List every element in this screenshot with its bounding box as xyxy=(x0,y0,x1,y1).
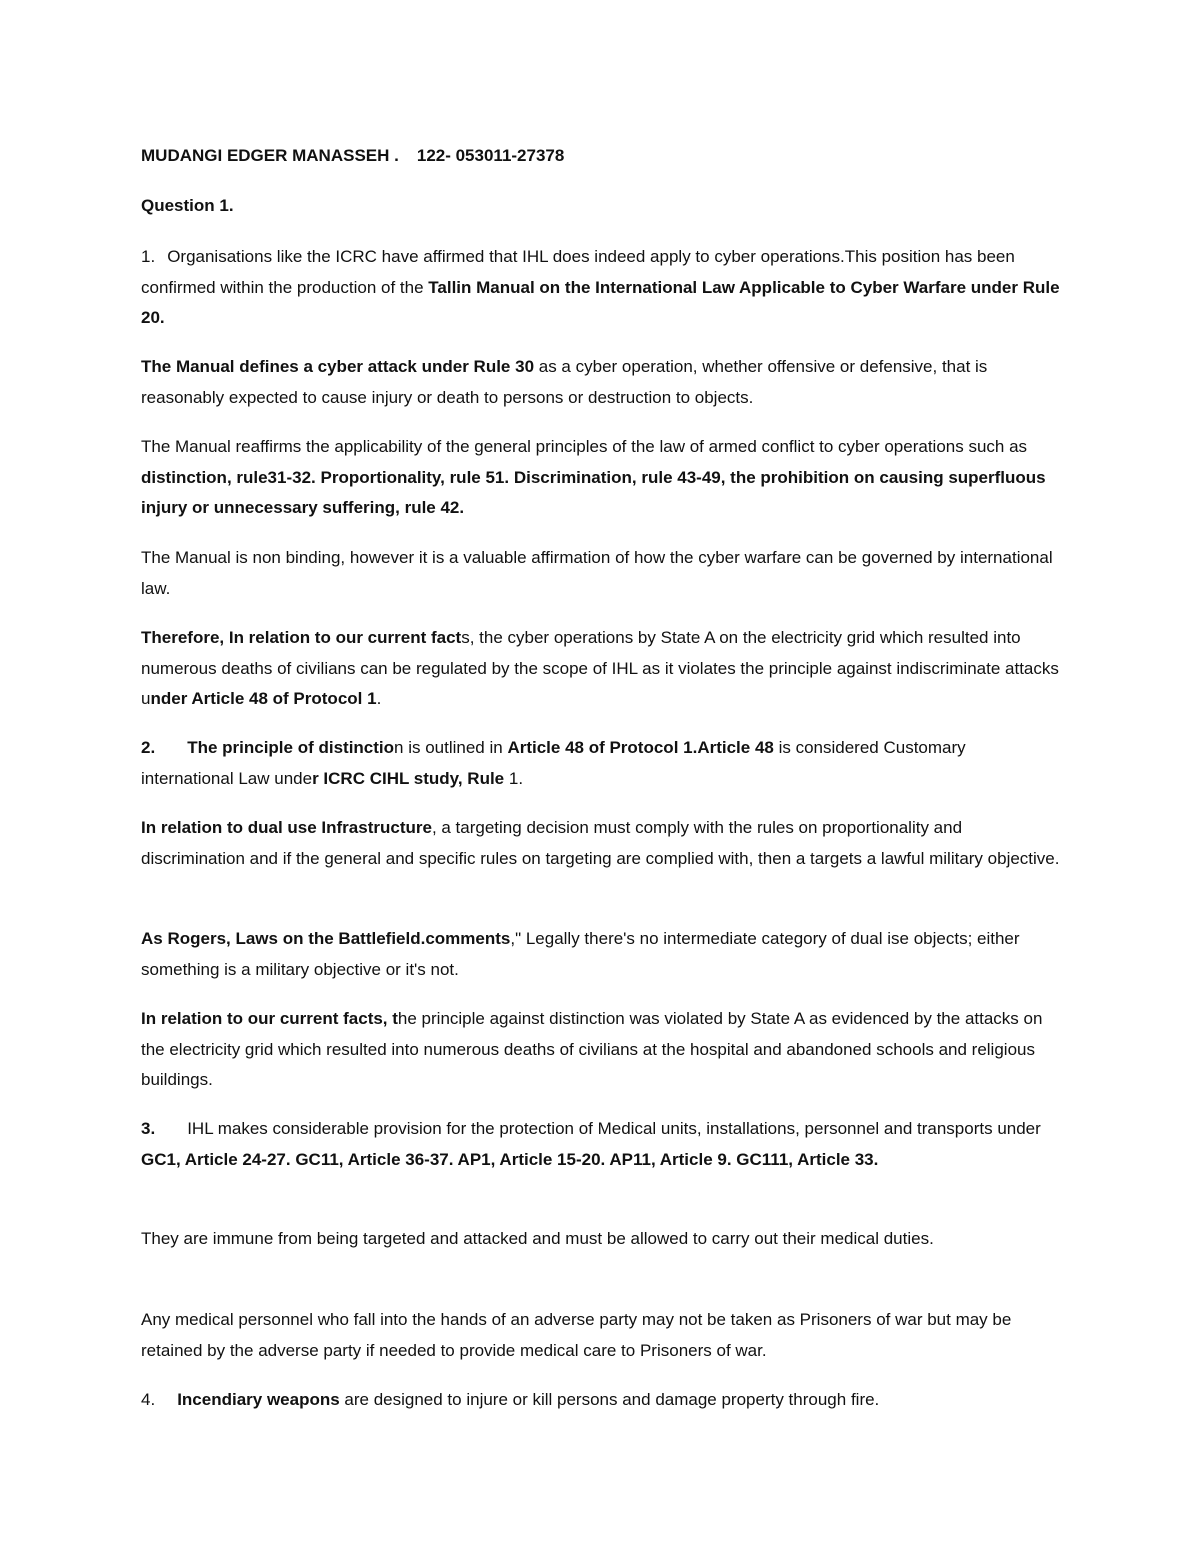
paragraph-bold-text: Incendiary weapons xyxy=(177,1390,340,1409)
paragraph-bold-text: GC1, Article 24-27. GC11, Article 36-37. AP1, Article 15-20. AP11, Article 9. GC111, Article 33. xyxy=(141,1149,879,1169)
paragraph-bold-text: The Manual defines a cyber attack under Rule 30 xyxy=(141,357,535,376)
paragraph-bold-text: nder Article 48 of Protocol 1 xyxy=(150,689,377,708)
paragraph-5 xyxy=(141,623,1061,715)
paragraph-number: 4. xyxy=(141,1390,156,1409)
paragraph-text: s, the cyber operations by State A on the electricity grid which resulted into numerous deaths of civilians can be regulated by the scope of IHL as it violates the principle against indiscriminate attacks u xyxy=(141,628,1059,708)
paragraph-bold-text: In relation to dual use Infrastructure xyxy=(141,818,432,837)
paragraph-2 xyxy=(141,352,1061,413)
paragraph-bold-text: distinction, rule31-32. Proportionality, rule 51. Discrimination, rule 43-49, the prohibition on causing superfluous injury or unnecessary suffering, rule 42. xyxy=(141,467,1046,517)
paragraph-number: 3. xyxy=(141,1119,156,1138)
paragraph-text: ," Legally there's no intermediate category of dual ise objects; either something is a military objective or it's not. xyxy=(141,929,1020,979)
author-header xyxy=(141,141,1061,172)
paragraph-number: 2. xyxy=(141,738,156,757)
paragraph-8 xyxy=(141,924,1061,985)
paragraph-9 xyxy=(141,1004,1061,1096)
paragraph-text: Any medical personnel who fall into the hands of an adverse party may not be taken as Prisoners of war but may be retained by the adverse party if needed to provide medical care to Prisoners of war. xyxy=(141,1310,1012,1360)
paragraph-text: as a cyber operation, whether offensive or defensive, that is reasonably expected to cause injury or death to persons or destruction to objects. xyxy=(141,357,988,407)
paragraph-text: he principle against distinction was violated by State A as evidenced by the attacks on the electricity grid which resulted into numerous deaths of civilians at the hospital and abandoned schools and religious buildings. xyxy=(141,1009,1043,1089)
paragraph-7 xyxy=(141,813,1061,874)
paragraph-number: 1. xyxy=(141,247,156,266)
paragraph-text: IHL makes considerable provision for the protection of Medical units, installations, personnel and transports under xyxy=(187,1119,1041,1138)
paragraph-3 xyxy=(141,432,1061,524)
paragraph-11 xyxy=(141,1224,1061,1255)
registration-number: 122- 053011-27378 xyxy=(416,146,565,165)
question-heading: Question 1. xyxy=(141,196,234,215)
paragraph-1 xyxy=(141,242,1061,334)
paragraph-text: are designed to injure or kill persons and damage property through fire. xyxy=(339,1390,880,1409)
paragraph-bold-text: The principle of distinctio xyxy=(187,738,395,757)
paragraph-bold-text: Article 48 of Protocol 1.Article 48 xyxy=(507,738,774,757)
paragraph-bold-text: Therefore, In relation to our current fact xyxy=(141,628,462,647)
paragraph-text: 1. xyxy=(504,768,524,788)
paragraph-12 xyxy=(141,1305,1061,1366)
paragraph-10 xyxy=(141,1114,1061,1175)
paragraph-text: n is outlined in xyxy=(394,738,508,757)
paragraph-text: The Manual is non binding, however it is a valuable affirmation of how the cyber warfare can be governed by international law. xyxy=(141,548,1053,598)
paragraph-bold-text: Tallin Manual on the International Law Applicable to Cyber Warfare under Rule 20. xyxy=(141,277,1060,327)
paragraph-text: , a targeting decision must comply with the rules on proportionality and discrimination and if the general and specific rules on targeting are complied with, then a targets a lawful military objective. xyxy=(141,818,1060,868)
author-name: MUDANGI EDGER MANASSEH . xyxy=(141,146,399,165)
paragraph-text: is considered Customary international Law unde xyxy=(141,738,966,788)
paragraph-text: Organisations like the ICRC have affirmed that IHL does indeed apply to cyber operations.This position has been confirmed within the production of the xyxy=(141,247,1015,297)
paragraph-bold-text: In relation to our current facts, t xyxy=(141,1009,398,1028)
paragraph-13 xyxy=(141,1385,1061,1416)
paragraph-bold-text: r ICRC CIHL study, Rule xyxy=(312,768,505,788)
paragraph-4 xyxy=(141,543,1061,604)
paragraph-text: They are immune from being targeted and attacked and must be allowed to carry out their medical duties. xyxy=(141,1229,934,1248)
paragraph-text: . xyxy=(376,689,382,708)
paragraph-6 xyxy=(141,733,1061,794)
paragraph-bold-text: As Rogers, Laws on the Battlefield.comments xyxy=(141,929,511,948)
paragraph-text: The Manual reaffirms the applicability of the general principles of the law of armed conflict to cyber operations such as xyxy=(141,437,1028,456)
